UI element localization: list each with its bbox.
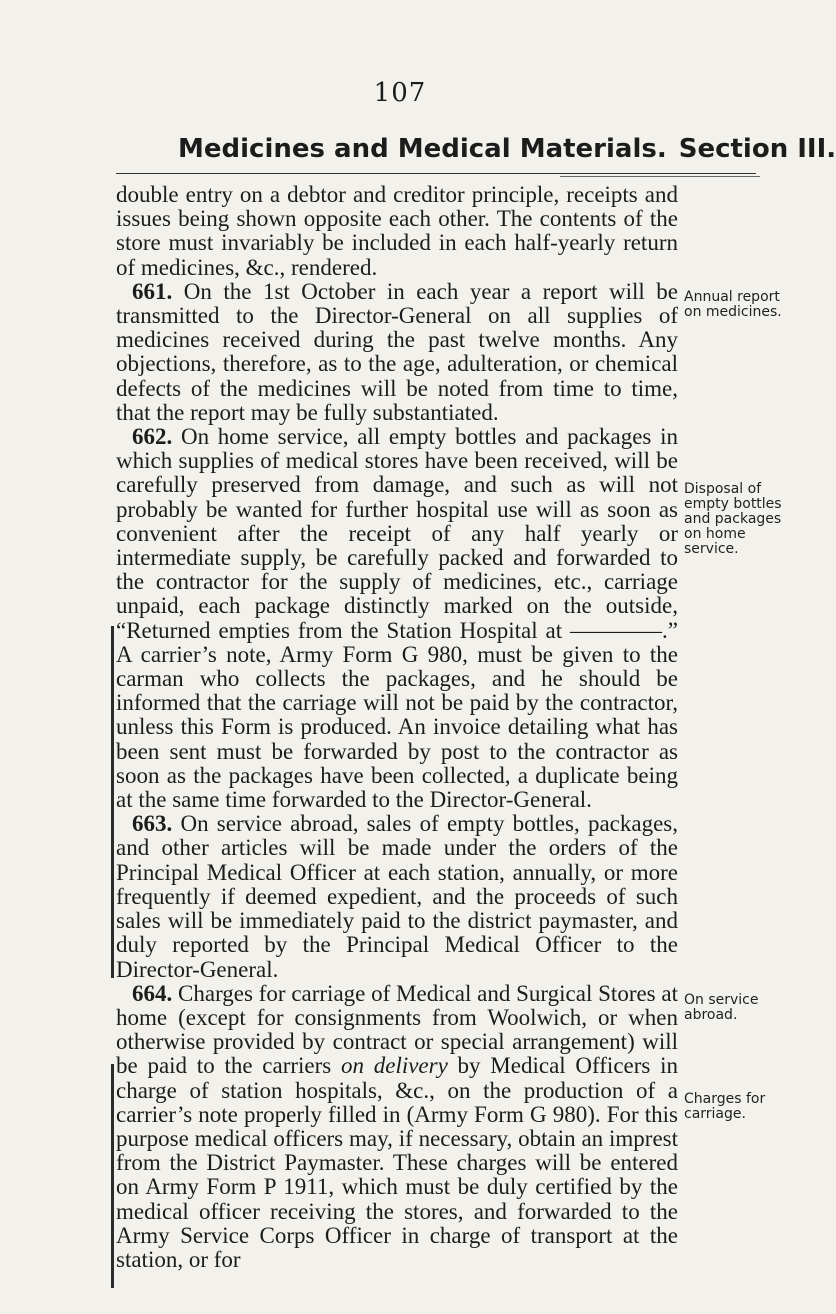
header-rule — [116, 173, 756, 174]
paragraph-text: On home service, all empty bottles and packages in which supplies of medical stores have been received, will be carefully preserved from damage, and such as will not probably be wanted for further hospital use will as soon as convenient after the receipt of any half yearly or intermediate supply, be carefully packed and forwarded to the contractor for the supply of medicines, etc., carriage unpaid, each package distinctly marked on the outside, “Returned empties from the Station Hospital at ————.” A carrier’s note, Army Form G 980, must be given to the carman who collects the packages, and he should be informed that the carriage will not be paid by the contractor, unless this Form is produced. An invoice detailing what has been sent must be forwarded by post to the contractor as soon as the packages have been collected, a duplicate being at the same time forwarded to the Director-General. — [116, 424, 678, 813]
running-header — [178, 134, 836, 164]
margin-bar-662 — [111, 626, 114, 978]
emphasis-on-delivery: on delivery — [340, 1053, 448, 1079]
margin-note-abroad: On service abroad. — [684, 992, 759, 1023]
paragraph-text: On service abroad, sales of empty bottles, packages, and other articles will be made under the orders of the Principal Medical Officer at each station, annually, or more frequently if deemed expedient, and the proceeds of such sales will be immediately paid to the district paymaster, and duly reported by the Principal Medical Officer to the Director-General. — [116, 811, 678, 982]
margin-bar-664 — [111, 1064, 114, 1288]
page-number: 107 — [373, 78, 427, 108]
paragraph-663 — [116, 812, 678, 981]
header-rule-tail — [560, 176, 760, 177]
paragraph-number: 661. — [132, 278, 173, 304]
paragraph-664 — [116, 982, 678, 1272]
header-title: Medicines and Medical Materials. — [178, 134, 667, 164]
paragraph-662 — [116, 425, 678, 812]
margin-note-disposal: Disposal of empty bottles and packages on home service. — [684, 481, 782, 557]
margin-note-annual-report: Annual report on medicines. — [684, 289, 782, 320]
paragraph-number: 662. — [132, 424, 173, 450]
paragraph-continuation: double entry on a debtor and creditor principle, receipts and issues being shown opposite each other. The contents of the store must invariably be included in each half-yearly return of medicines, &c., rendered. — [116, 182, 678, 280]
body-text — [116, 183, 678, 1272]
paragraph-661 — [116, 280, 678, 425]
paragraph-text: On the 1st October in each year a report will be transmitted to the Director-General on all supplies of medicines received during the past twelve months. Any objections, therefore, as to the age, adulteration, or chemical defects of the medicines will be noted from time to time, that the report may be fully substantiated. — [116, 278, 678, 425]
margin-note-carriage: Charges for carriage. — [684, 1091, 766, 1122]
paragraph-number: 663. — [132, 811, 173, 837]
paragraph-text-cont: by Medical Officers in charge of station hospitals, &c., on the production of a carrier’s note properly filled in (Army Form G 980). For this purpose medical officers may, if necessary, obtain an imprest from the District Paymaster. These charges will be entered on Army Form P 1911, which must be duly certified by the medical officer receiving the stores, and forwarded to the Army Service Corps Officer in charge of transport at the station, or for — [116, 1053, 678, 1272]
paragraph-text: Charges for carriage of Medical and Surgical Stores at home (except for consignments from Woolwich, or when otherwise provided by contract or special arrangement) will be paid to the carriers — [116, 980, 678, 1079]
header-section: Section III. — [678, 134, 836, 164]
paragraph-number: 664. — [132, 980, 173, 1006]
